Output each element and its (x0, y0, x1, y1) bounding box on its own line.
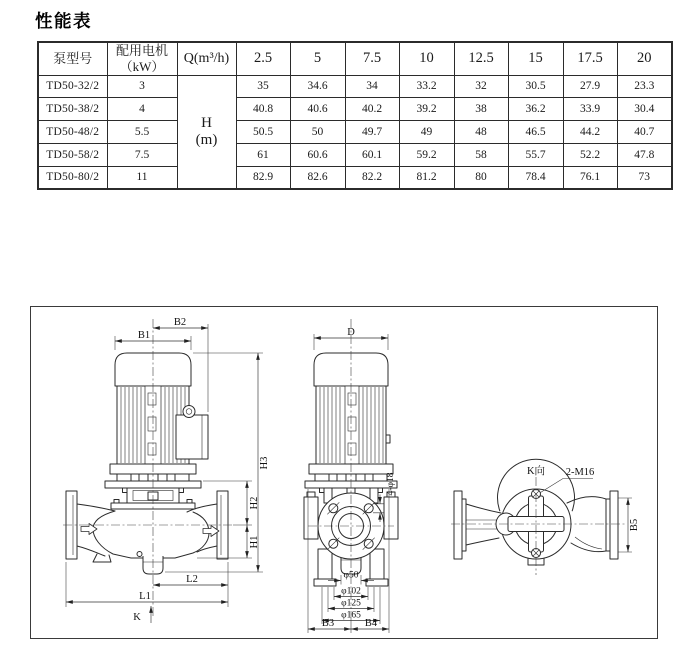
dim-label-b4: B4 (364, 618, 378, 629)
dim-label-dia165: φ165 (341, 610, 361, 621)
head-cell: 48 (454, 121, 508, 144)
dim-label-2-m16: 2-M16 (565, 467, 595, 478)
head-cell: 33.9 (563, 98, 617, 121)
head-cell: 33.2 (399, 75, 454, 98)
model-cell: TD50-58/2 (38, 143, 107, 166)
flow-header-2: 7.5 (345, 42, 399, 75)
dim-label-dia125: φ125 (341, 598, 361, 609)
head-cell: 40.2 (345, 98, 399, 121)
head-cell: 58 (454, 143, 508, 166)
col-header-motor (107, 42, 177, 75)
head-cell: 52.2 (563, 143, 617, 166)
cable-gland (183, 406, 195, 418)
head-cell: 47.8 (617, 143, 672, 166)
head-cell: 30.5 (508, 75, 563, 98)
head-cell: 49.7 (345, 121, 399, 144)
page-title: 性能表 (35, 11, 92, 31)
flow-header-4: 12.5 (454, 42, 508, 75)
head-cell: 81.2 (399, 166, 454, 189)
dim-label-bolt-holes: 4-φ18 (386, 472, 396, 496)
head-cell: 78.4 (508, 166, 563, 189)
head-cell: 35 (236, 75, 290, 98)
head-cell: 40.8 (236, 98, 290, 121)
head-cell: 34.6 (290, 75, 345, 98)
head-cell: 60.6 (290, 143, 345, 166)
terminal-box (176, 415, 208, 459)
dim-label-l2: L2 (186, 574, 198, 585)
head-cell: 23.3 (617, 75, 672, 98)
head-cell: 80 (454, 166, 508, 189)
head-cell: 61 (236, 143, 290, 166)
head-cell: 59.2 (399, 143, 454, 166)
head-cell: 30.4 (617, 98, 672, 121)
head-cell: 32 (454, 75, 508, 98)
head-cell: 46.5 (508, 121, 563, 144)
dim-label-dia102: φ102 (341, 586, 361, 597)
model-cell: TD50-32/2 (38, 75, 107, 98)
flow-header-1: 5 (290, 42, 345, 75)
head-cell: 82.9 (236, 166, 290, 189)
table-row (38, 121, 672, 144)
head-cell: 27.9 (563, 75, 617, 98)
model-cell: TD50-38/2 (38, 98, 107, 121)
flow-header-5: 15 (508, 42, 563, 75)
head-cell: 82.6 (290, 166, 345, 189)
head-cell: 50 (290, 121, 345, 144)
table-row (38, 75, 672, 98)
table-row (38, 166, 672, 189)
k-view-title: K向 (526, 466, 546, 477)
head-cell: 40.6 (290, 98, 345, 121)
head-cell: 44.2 (563, 121, 617, 144)
dim-label-d: D (347, 327, 355, 338)
motor-header-line1: 配用电机 (115, 43, 168, 59)
power-cell: 4 (107, 98, 177, 121)
dim-label-b5: B5 (629, 518, 640, 532)
dim-label-b1: B1 (137, 330, 151, 341)
head-cell: 49 (399, 121, 454, 144)
head-cell: 50.5 (236, 121, 290, 144)
pump-dimension-drawing (31, 307, 659, 640)
model-cell: TD50-48/2 (38, 121, 107, 144)
volute-casing (93, 511, 209, 558)
head-cell: 55.7 (508, 143, 563, 166)
drawing-frame (30, 306, 658, 639)
dim-label-l1: L1 (139, 591, 151, 602)
power-cell: 7.5 (107, 143, 177, 166)
model-cell: TD50-80/2 (38, 166, 107, 189)
dim-label-h3: H3 (259, 456, 270, 470)
head-cell: 34 (345, 75, 399, 98)
flow-header-7: 20 (617, 42, 672, 75)
view-direction-label-k: K (133, 612, 141, 623)
side-view (63, 317, 270, 623)
head-cell: 39.2 (399, 98, 454, 121)
power-cell: 5.5 (107, 121, 177, 144)
dim-label-dia50: φ50 (343, 570, 359, 581)
flow-header-3: 10 (399, 42, 454, 75)
table-header-row (38, 42, 672, 75)
dim-label-b3: B3 (321, 618, 335, 629)
head-unit: (m) (195, 131, 218, 148)
k-direction-view (451, 459, 640, 575)
table-row (38, 143, 672, 166)
flow-header-6: 17.5 (563, 42, 617, 75)
head-cell: 82.2 (345, 166, 399, 189)
col-header-flow: Q(m³/h) (177, 42, 236, 75)
power-cell: 11 (107, 166, 177, 189)
table-row (38, 98, 672, 121)
head-cell: 73 (617, 166, 672, 189)
dim-label-h1: H1 (249, 535, 260, 549)
head-label: H (201, 114, 212, 131)
power-cell: 3 (107, 75, 177, 98)
head-cell: 60.1 (345, 143, 399, 166)
flow-header-0: 2.5 (236, 42, 290, 75)
performance-table (37, 41, 673, 190)
head-cell: 38 (454, 98, 508, 121)
head-unit-cell (177, 75, 236, 189)
head-cell: 76.1 (563, 166, 617, 189)
motor-header-line2: （kW） (119, 58, 165, 74)
head-cell: 36.2 (508, 98, 563, 121)
dim-label-b2: B2 (173, 317, 187, 328)
front-view (304, 319, 398, 633)
head-cell: 40.7 (617, 121, 672, 144)
col-header-model: 泵型号 (38, 42, 107, 75)
dim-label-h2: H2 (249, 496, 260, 510)
